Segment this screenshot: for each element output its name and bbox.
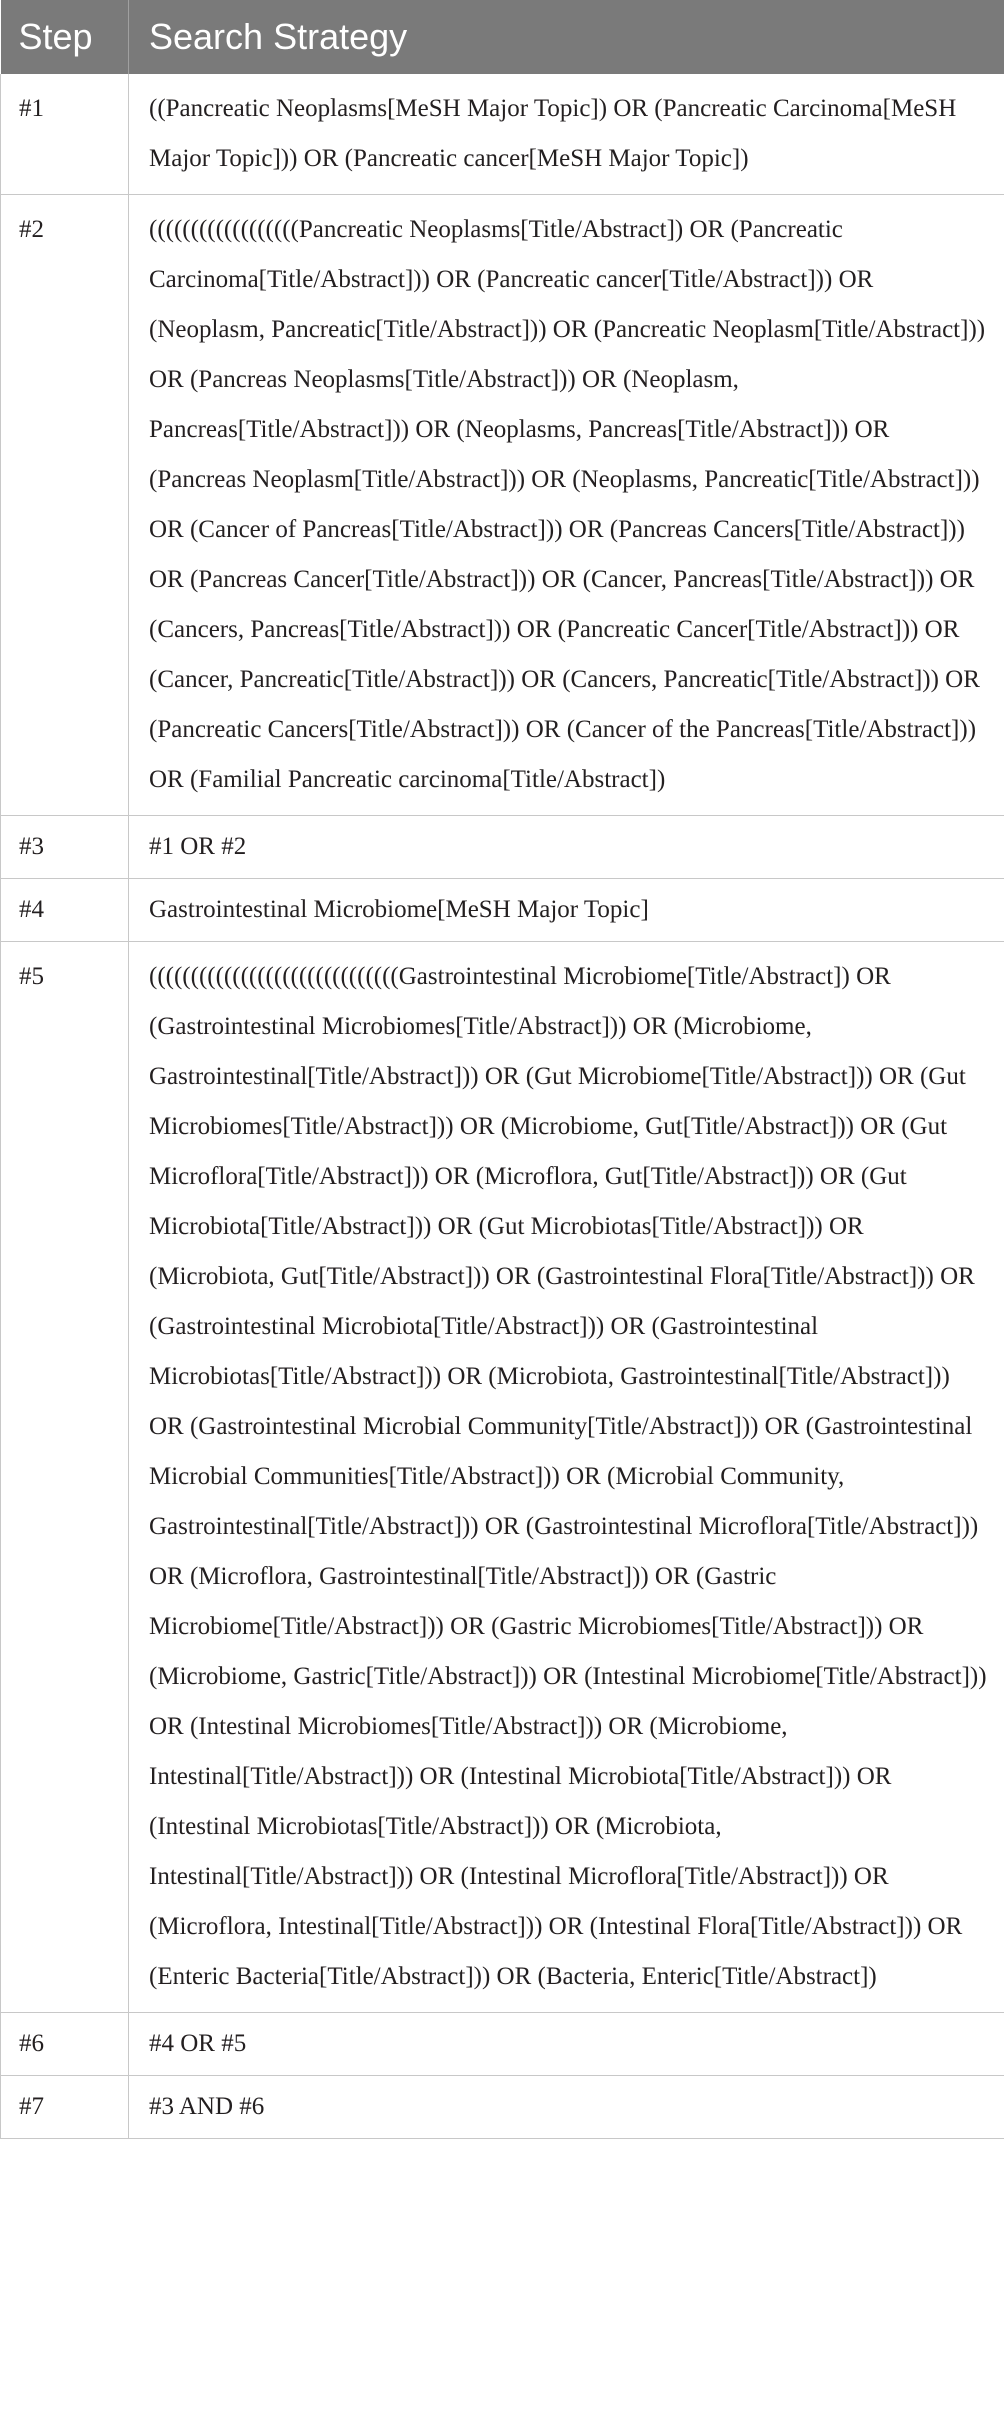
step-column-header: Step bbox=[1, 0, 129, 74]
strategy-cell: ((((((((((((((((((Pancreatic Neoplasms[Title/Abstract]) OR (Pancreatic Carcinoma[Title/Abstract])) OR (Pancreatic cancer[Title/Abstract])) OR (Neoplasm, Pancreatic[Title/Abstract])) OR (Pancreatic Neoplasm[Title/Abstract])) OR (Pancreas Neoplasms[Title/Abstract])) OR (Neoplasm, Pancreas[Title/Abstract])) OR (Neoplasms, Pancreas[Title/Abstract])) OR (Pancreas Neoplasm[Title/Abstract])) OR (Neoplasms, Pancreatic[Title/Abstract])) OR (Cancer of Pancreas[Title/Abstract])) OR (Pancreas Cancers[Title/Abstract])) OR (Pancreas Cancer[Title/Abstract])) OR (Cancer, Pancreas[Title/Abstract])) OR (Cancers, Pancreas[Title/Abstract])) OR (Pancreatic Cancer[Title/Abstract])) OR (Cancer, Pancreatic[Title/Abstract])) OR (Cancers, Pancreatic[Title/Abstract])) OR (Pancreatic Cancers[Title/Abstract])) OR (Cancer of the Pancreas[Title/Abstract])) OR (Familial Pancreatic carcinoma[Title/Abstract]) bbox=[129, 195, 1004, 816]
header-row bbox=[1, 0, 1004, 74]
table-row bbox=[1, 2013, 1004, 2076]
search-strategy-column-header: Search Strategy bbox=[129, 0, 1004, 74]
table-body bbox=[1, 74, 1004, 2139]
step-cell: #2 bbox=[1, 195, 129, 816]
table-row bbox=[1, 195, 1004, 816]
step-cell: #1 bbox=[1, 74, 129, 195]
table-row bbox=[1, 879, 1004, 942]
strategy-cell: ((Pancreatic Neoplasms[MeSH Major Topic]) OR (Pancreatic Carcinoma[MeSH Major Topic])) OR (Pancreatic cancer[MeSH Major Topic]) bbox=[129, 74, 1004, 195]
strategy-cell: #4 OR #5 bbox=[129, 2013, 1004, 2076]
table-row bbox=[1, 942, 1004, 2013]
strategy-cell: #3 AND #6 bbox=[129, 2076, 1004, 2139]
table-row bbox=[1, 816, 1004, 879]
table-row bbox=[1, 2076, 1004, 2139]
strategy-cell: #1 OR #2 bbox=[129, 816, 1004, 879]
step-cell: #6 bbox=[1, 2013, 129, 2076]
strategy-cell: Gastrointestinal Microbiome[MeSH Major Topic] bbox=[129, 879, 1004, 942]
step-cell: #3 bbox=[1, 816, 129, 879]
table-row bbox=[1, 74, 1004, 195]
strategy-cell: ((((((((((((((((((((((((((((((Gastrointestinal Microbiome[Title/Abstract]) OR (Gastrointestinal Microbiomes[Title/Abstract])) OR (Microbiome, Gastrointestinal[Title/Abstract])) OR (Gut Microbiome[Title/Abstract])) OR (Gut Microbiomes[Title/Abstract])) OR (Microbiome, Gut[Title/Abstract])) OR (Gut Microflora[Title/Abstract])) OR (Microflora, Gut[Title/Abstract])) OR (Gut Microbiota[Title/Abstract])) OR (Gut Microbiotas[Title/Abstract])) OR (Microbiota, Gut[Title/Abstract])) OR (Gastrointestinal Flora[Title/Abstract])) OR (Gastrointestinal Microbiota[Title/Abstract])) OR (Gastrointestinal Microbiotas[Title/Abstract])) OR (Microbiota, Gastrointestinal[Title/Abstract])) OR (Gastrointestinal Microbial Community[Title/Abstract])) OR (Gastrointestinal Microbial Communities[Title/Abstract])) OR (Microbial Community, Gastrointestinal[Title/Abstract])) OR (Gastrointestinal Microflora[Title/Abstract])) OR (Microflora, Gastrointestinal[Title/Abstract])) OR (Gastric Microbiome[Title/Abstract])) OR (Gastric Microbiomes[Title/Abstract])) OR (Microbiome, Gastric[Title/Abstract])) OR (Intestinal Microbiome[Title/Abstract])) OR (Intestinal Microbiomes[Title/Abstract])) OR (Microbiome, Intestinal[Title/Abstract])) OR (Intestinal Microbiota[Title/Abstract])) OR (Intestinal Microbiotas[Title/Abstract])) OR (Microbiota, Intestinal[Title/Abstract])) OR (Intestinal Microflora[Title/Abstract])) OR (Microflora, Intestinal[Title/Abstract])) OR (Intestinal Flora[Title/Abstract])) OR (Enteric Bacteria[Title/Abstract])) OR (Bacteria, Enteric[Title/Abstract]) bbox=[129, 942, 1004, 2013]
step-cell: #7 bbox=[1, 2076, 129, 2139]
step-cell: #4 bbox=[1, 879, 129, 942]
table-header bbox=[1, 0, 1004, 74]
step-cell: #5 bbox=[1, 942, 129, 2013]
